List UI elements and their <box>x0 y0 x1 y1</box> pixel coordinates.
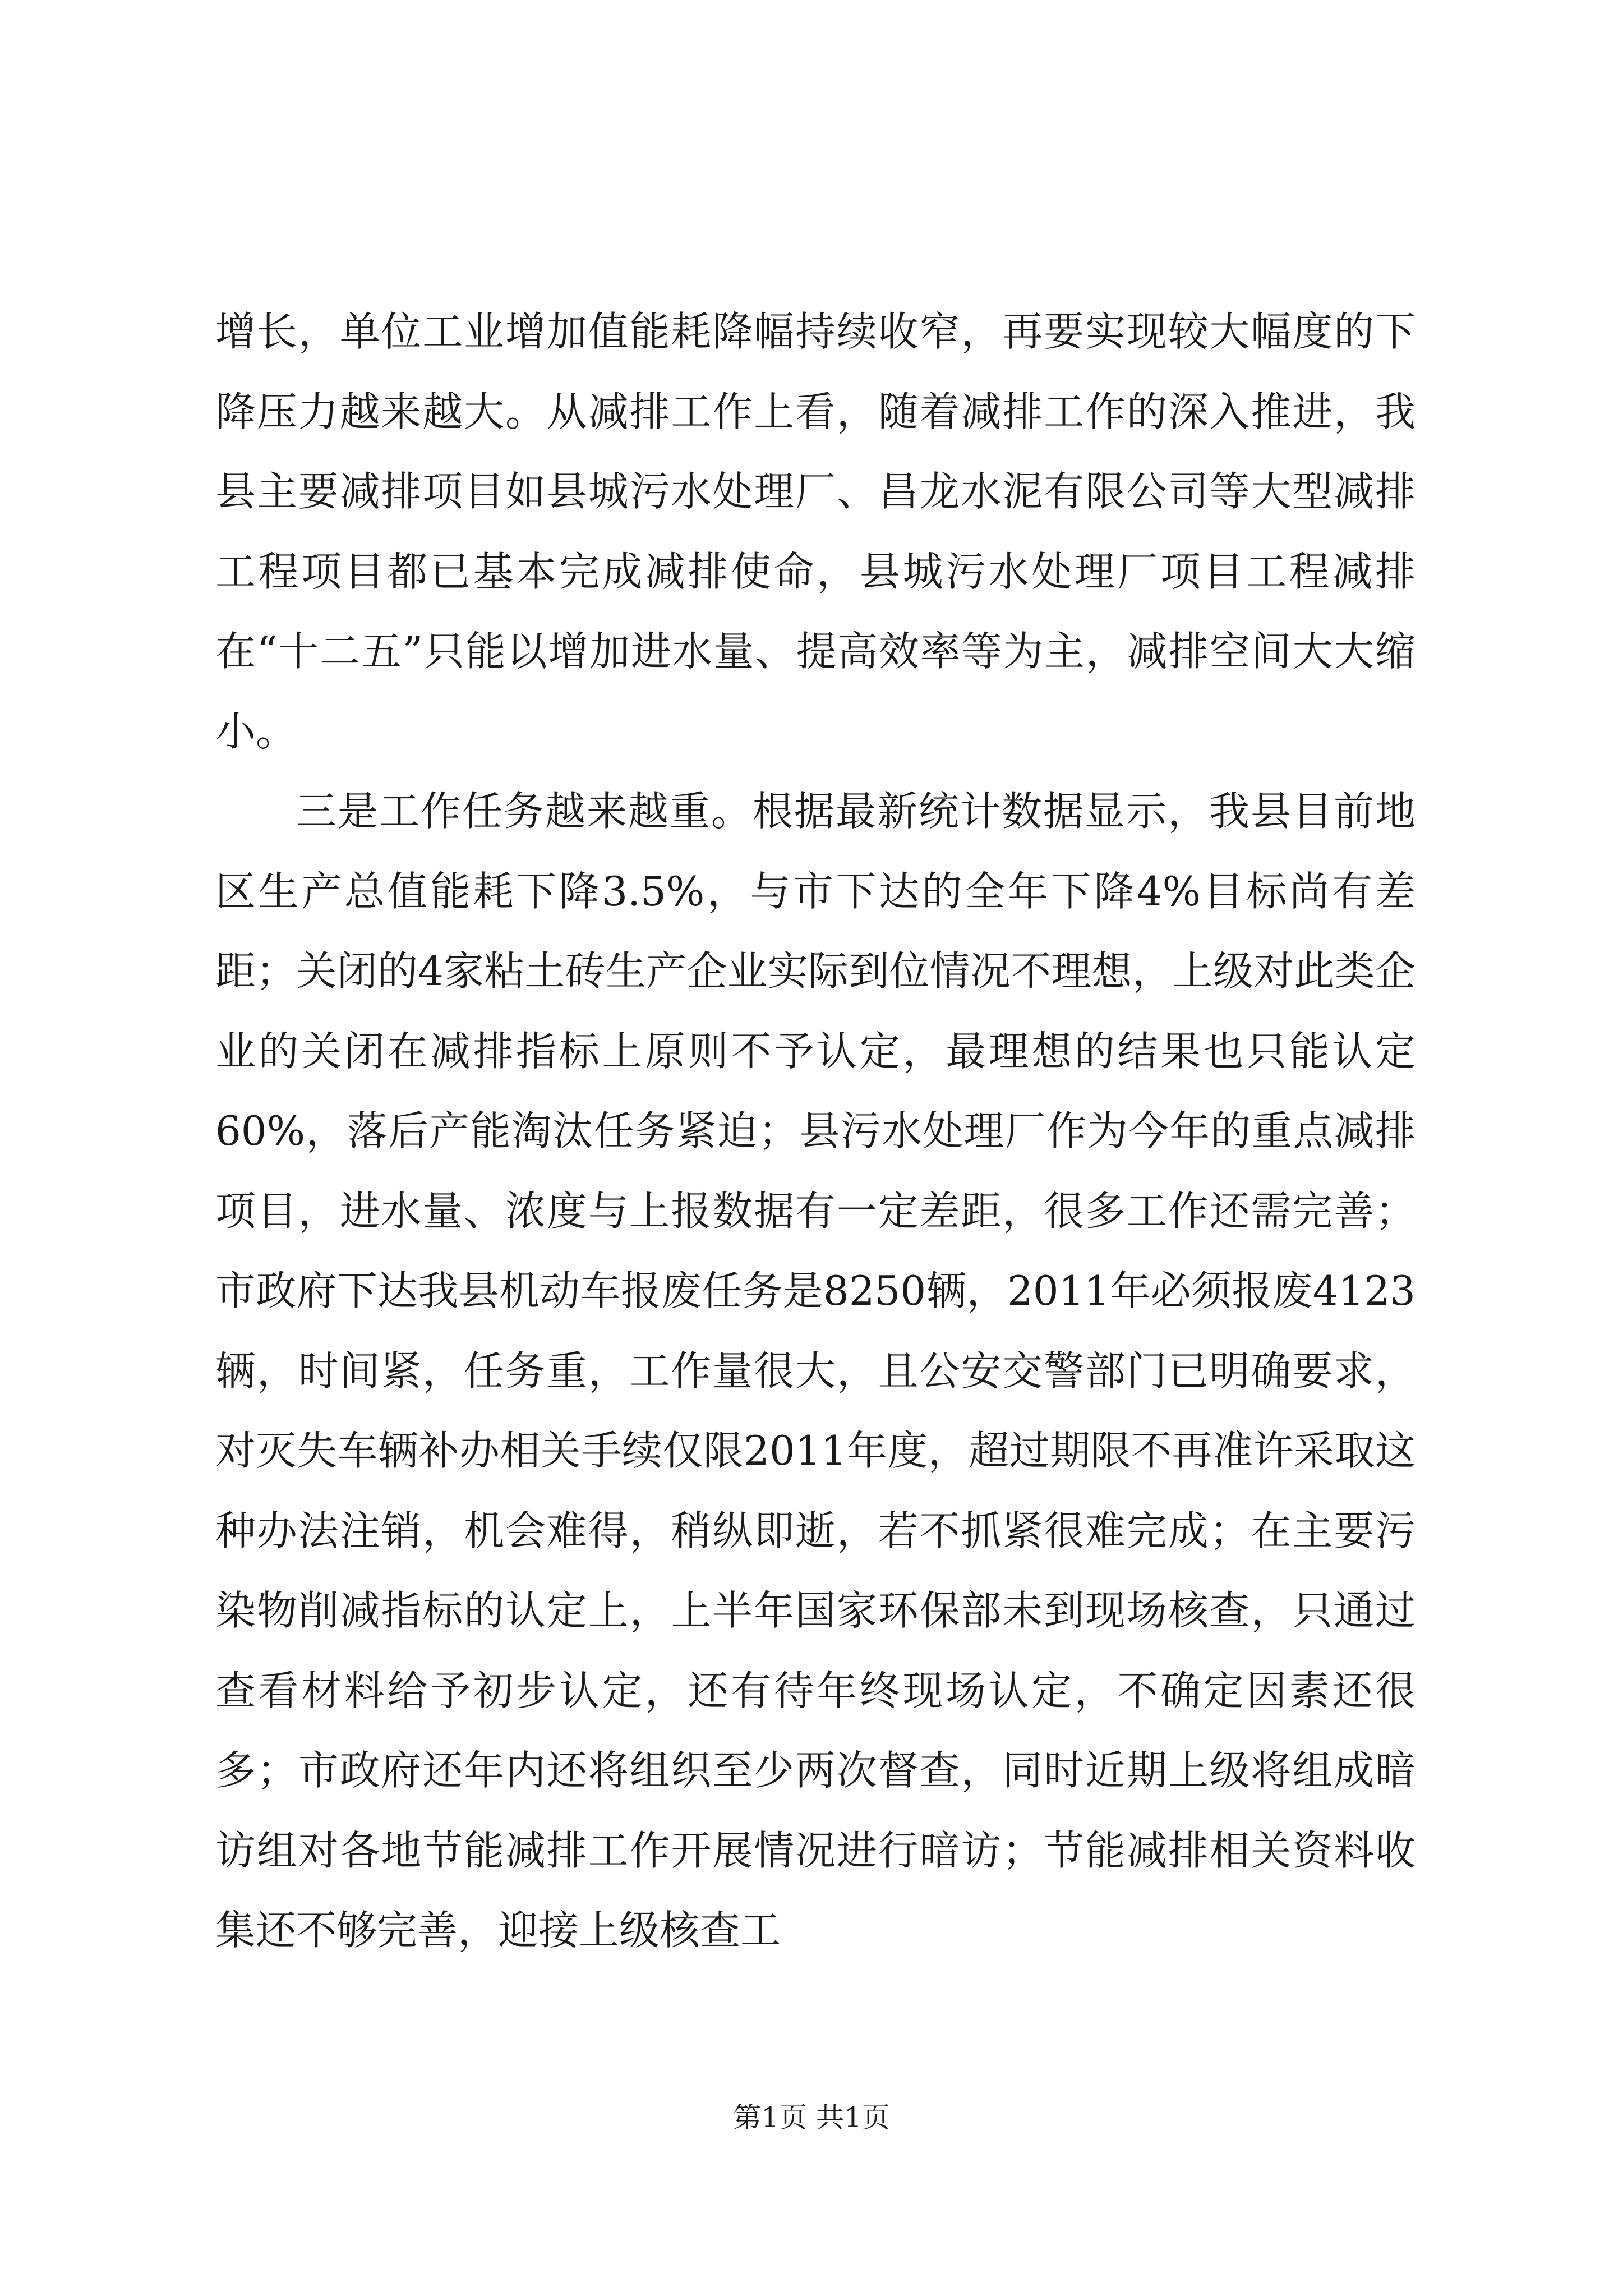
paragraph-1: 增长，单位工业增加值能耗降幅持续收窄，再要实现较大幅度的下降压力越来越大。从减排工作上看，随着减排工作的深入推进，我县主要减排项目如县城污水处理厂、昌龙水泥有限公司等大型减排工程项目都已基本完成减排使命，县城污水处理厂项目工程减排在“十二五”只能以增加进水量、提高效率等为主，减排空间大大缩小。 <box>215 308 1415 755</box>
document-body <box>215 292 1415 1971</box>
paragraph-2: 三是工作任务越来越重。根据最新统计数据显示，我县目前地区生产总值能耗下降3.5%，与市下达的全年下降4%目标尚有差距；关闭的4家粘土砖生产企业实际到位情况不理想，上级对此类企业的关闭在减排指标上原则不予认定，最理想的结果也只能认定60%，落后产能淘汰任务紧迫；县污水处理厂作为今年的重点减排项目，进水量、浓度与上报数据有一定差距，很多工作还需完善；市政府下达我县机动车报废任务是8250辆，2011年必须报废4123辆，时间紧，任务重，工作量很大，且公安交警部门已明确要求，对灭失车辆补办相关手续仅限2011年度，超过期限不再准许采取这种办法注销，机会难得，稍纵即逝，若不抓紧很难完成；在主要污染物削减指标的认定上，上半年国家环保部未到现场核查，只通过查看材料给予初步认定，还有待年终现场认定，不确定因素还很多；市政府还年内还将组织至少两次督查，同时近期上级将组成暗访组对各地节能减排工作开展情况进行暗访；节能减排相关资料收集还不够完善，迎接上级核查工 <box>215 788 1415 1954</box>
page-number-label: 第1页 共1页 <box>733 2101 890 2134</box>
page-footer <box>0 2101 1623 2134</box>
